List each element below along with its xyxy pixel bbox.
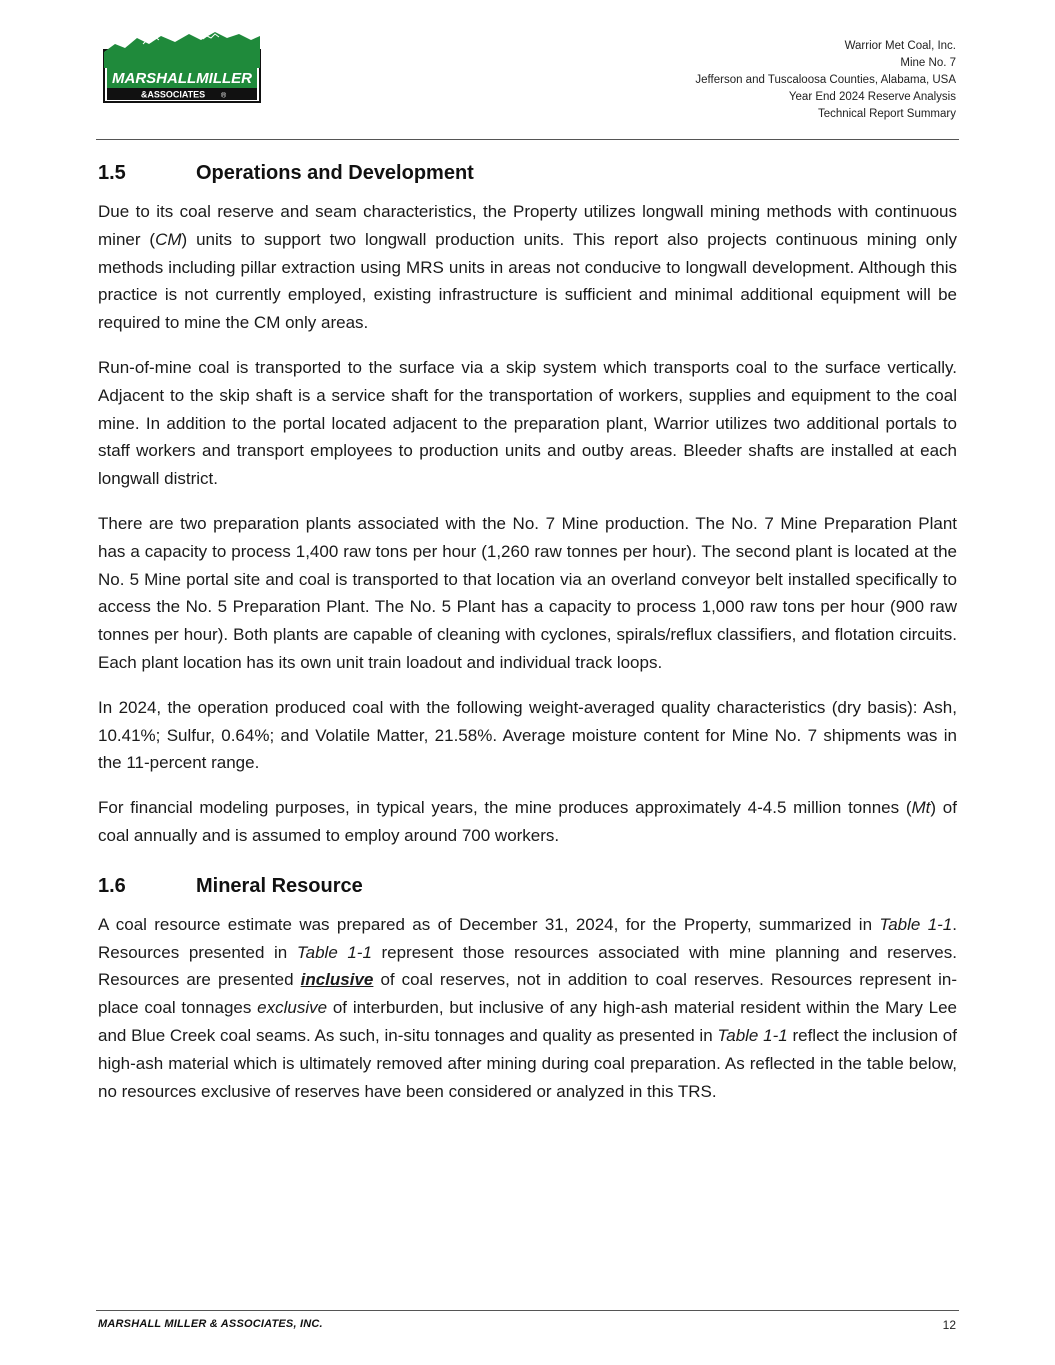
paragraph: In 2024, the operation produced coal with the following weight-averaged quality characteristics (dry basis): Ash, 10.41%; Sulfur, 0.64%; and Volatile Matter, 21.58%. Average moisture content for Mine No. 7 shipments was in the 11-percent range. [98, 697, 957, 773]
paragraph: A coal resource estimate was prepared as of December 31, 2024, for the Property, summarized in Table 1-1. Resources presented in Table 1-1 represent those resources associated with mine planning and reserves. Resources are presented inclusive of coal reserves, not in addition to coal reserves. Resources represent in-place coal tonnages exclusive of interburden, but inclusive of any high-ash material resident within the Mary Lee and Blue Creek coal seams. As such, in-situ tonnages and quality as presented in Table 1-1 reflect the inclusion of high-ash material which is ultimately removed after mining during coal preparation. As reflected in the table below, no resources exclusive of reserves have been considered or analyzed in this TRS. [98, 914, 958, 1101]
svg-text:MARSHALLMILLER: MARSHALLMILLER [112, 70, 252, 87]
document-body [98, 158, 957, 1122]
section-heading-1-6: 1.6 Mineral Resource [98, 874, 363, 897]
paragraph: There are two preparation plants associated with the No. 7 Mine production. The No. 7 Mine Preparation Plant has a capacity to process 1,400 raw tons per hour (1,260 raw tonnes per hour). The second plant is located at the No. 5 Mine portal site and coal is transported to that location via an overland conveyor belt installed specifically to access the No. 5 Preparation Plant. The No. 5 Plant has a capacity to process 1,000 raw tons per hour (900 raw tonnes per hour). Both plants are capable of cleaning with cyclones, spirals/reflux classifiers, and flotation circuits. Each plant location has its own unit train loadout and individual track loops. [98, 513, 957, 672]
footer-divider [96, 1310, 959, 1311]
paragraph: For financial modeling purposes, in typical years, the mine produces approximately 4-4.5 million tonnes (Mt) of coal annually and is assumed to employ around 700 workers. [98, 798, 957, 845]
footer-company: MARSHALL MILLER & ASSOCIATES, INC. [98, 1318, 323, 1330]
company-logo [103, 30, 261, 104]
svg-text:®: ® [221, 92, 227, 100]
header-company: Warrior Met Coal, Inc. [844, 40, 956, 52]
header-meta [695, 38, 956, 123]
paragraph: Due to its coal reserve and seam characteristics, the Property utilizes longwall mining methods with continuous miner (CM) units to support two longwall production units. This report also projects continuous mining only methods including pillar extraction using MRS units in areas not conducive to longwall development. Although this practice is not currently employed, existing infrastructure is sufficient and minimal additional equipment will be required to mine the CM only areas. [98, 202, 957, 333]
header-mine: Mine No. 7 [900, 57, 956, 69]
header-location: Jefferson and Tuscaloosa Counties, Alabama, USA [695, 74, 956, 86]
svg-text:&ASSOCIATES: &ASSOCIATES [140, 89, 206, 100]
header-divider [96, 139, 959, 140]
section-heading-1-5: 1.5 Operations and Development [98, 162, 474, 184]
page-number: 12 [942, 1318, 956, 1332]
header-report-type: Technical Report Summary [817, 108, 956, 120]
paragraph: Run-of-mine coal is transported to the surface via a skip system which transports coal to the surface vertically. Adjacent to the skip shaft is a service shaft for the transportation of workers, supplies and equipment to the coal mine. In addition to the portal located adjacent to the preparation plant, Warrior utilizes two additional portals to staff workers and transport employees to production units and outby areas. Bleeder shafts are installed at each longwall district. [98, 357, 957, 489]
header-analysis: Year End 2024 Reserve Analysis [788, 91, 956, 103]
